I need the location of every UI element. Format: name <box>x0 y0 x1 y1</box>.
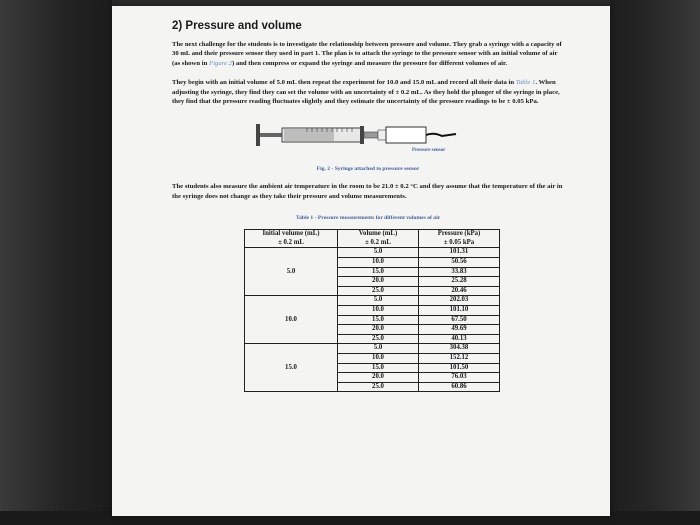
header-initial-volume: Initial volume (mL) ± 0.2 mL <box>245 230 338 248</box>
initial-volume-cell: 15.0 <box>245 344 338 392</box>
table-header-row <box>245 230 500 248</box>
method-paragraph <box>172 78 564 106</box>
pressure-cell: 67.50 <box>419 315 500 325</box>
syringe-nozzle <box>364 132 378 138</box>
pressure-cell: 25.28 <box>419 277 500 287</box>
sensor-label: Pressure sensor <box>412 148 446 154</box>
volume-cell: 25.0 <box>338 286 419 296</box>
pressure-cell: 101.31 <box>419 248 500 258</box>
section-title: 2) Pressure and volume <box>172 20 302 32</box>
method-text-end: . When adjusting the syringe, they find they can set the volume with an uncertainty of ± 0.2 mL. As they hold the plunger of the syringe in place, they find that the pressure reading fluctuates slightly and they estimate the uncertainty of the pressure readings to be ± 0.05 kPa. <box>172 79 560 106</box>
pressure-cell: 50.56 <box>419 258 500 268</box>
intro-text-start: The next challenge for the students is to investigate the relationship between pressure and volume. They grab a syringe with a capacity of 30 mL and their pressure sensor they used in part 1. The plan is to attach the syringe to the pressure sensor with an initial volume of air (as shown in <box>172 41 562 67</box>
header-pressure: Pressure (kPa) ± 0.05 kPa <box>419 230 500 248</box>
table-row <box>245 248 500 258</box>
pressure-cell: 202.03 <box>419 296 500 306</box>
document-page <box>112 6 610 516</box>
pressure-cell: 20.46 <box>419 286 500 296</box>
volume-cell: 20.0 <box>338 373 419 383</box>
pressure-sensor-body <box>386 127 426 143</box>
volume-cell: 15.0 <box>338 363 419 373</box>
pressure-cell: 40.13 <box>419 334 500 344</box>
document-content <box>172 20 564 392</box>
sensor-cable <box>426 134 456 136</box>
volume-cell: 15.0 <box>338 315 419 325</box>
initial-volume-cell: 5.0 <box>245 248 338 296</box>
header-volume: Volume (mL) ± 0.2 mL <box>338 230 419 248</box>
pressure-cell: 152.12 <box>419 353 500 363</box>
figure-caption: Fig. 2 - Syringe attached to pressure sensor <box>316 166 420 173</box>
volume-cell: 10.0 <box>338 306 419 316</box>
table-1-link[interactable]: Table 1 <box>515 79 536 87</box>
pressure-cell: 101.10 <box>419 306 500 316</box>
syringe-figure <box>172 116 564 162</box>
syringe-illustration <box>172 116 564 162</box>
intro-text-end: ) and then compress or expand the syringe and measure the pressure for different volumes of air. <box>231 59 508 67</box>
volume-cell: 5.0 <box>338 296 419 306</box>
volume-cell: 10.0 <box>338 258 419 268</box>
pressure-cell: 33.83 <box>419 267 500 277</box>
table-row <box>245 344 500 354</box>
pressure-cell: 101.50 <box>419 363 500 373</box>
volume-cell: 5.0 <box>338 248 419 258</box>
monitor-bezel-right <box>610 0 700 525</box>
pressure-cell: 49.69 <box>419 325 500 335</box>
volume-cell: 5.0 <box>338 344 419 354</box>
pressure-cell: 60.86 <box>419 382 500 392</box>
figure-2-link[interactable]: Figure 2 <box>208 59 232 67</box>
method-text-start: They begin with an initial volume of 5.0 mL then repeat the experiment for 10.0 and 15.0 mL and record all their data in <box>172 79 516 87</box>
volume-cell: 25.0 <box>338 334 419 344</box>
volume-cell: 20.0 <box>338 325 419 335</box>
syringe-plunger-body <box>284 129 334 141</box>
volume-cell: 10.0 <box>338 353 419 363</box>
sensor-connector <box>378 130 386 140</box>
volume-cell: 25.0 <box>338 382 419 392</box>
monitor-bezel-left <box>0 0 112 525</box>
table-caption: Table 1 - Pressure measurements for different volumes of air <box>295 215 441 222</box>
pressure-cell: 76.03 <box>419 373 500 383</box>
temperature-paragraph: The students also measure the ambient air temperature in the room to be 21.0 ± 0.2 °C and they assume that the temperature of the air in the syringe does not change as they take their pressure and volume measurements. <box>172 183 563 200</box>
pressure-cell: 304.38 <box>419 344 500 354</box>
table-row <box>245 296 500 306</box>
plunger-handle <box>256 124 260 146</box>
volume-cell: 15.0 <box>338 267 419 277</box>
pressure-table <box>244 229 500 392</box>
initial-volume-cell: 10.0 <box>245 296 338 344</box>
plunger-rod <box>260 133 284 137</box>
volume-cell: 20.0 <box>338 277 419 287</box>
barrel-flange <box>360 126 364 144</box>
intro-paragraph <box>172 40 564 68</box>
